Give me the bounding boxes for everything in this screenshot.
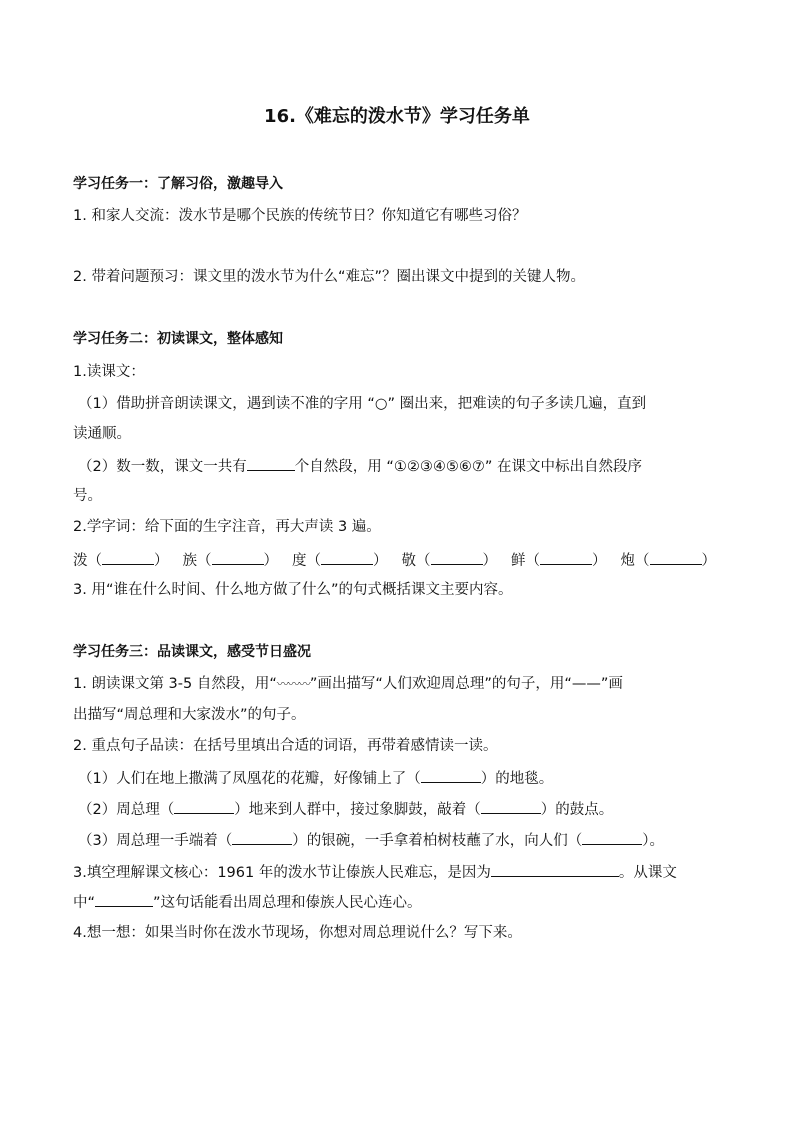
pinyin-blank-4[interactable] <box>431 548 483 565</box>
task2-item1-1-cont: 读通顺。 <box>73 426 131 442</box>
sentence-1-blank[interactable] <box>421 766 481 783</box>
task2-item1-2-post: 个自然段，用 “①②③④⑤⑥⑦” 在课文中标出自然段序 <box>294 459 642 475</box>
sentence-3-blank-2[interactable] <box>582 828 642 845</box>
pinyin-blank-5[interactable] <box>540 548 592 565</box>
char-5: 鲜 <box>511 553 526 569</box>
task3-item2: 2. 重点句子品读：在括号里填出合适的词语，再带着感情读一读。 <box>73 738 498 754</box>
task2-item1-2 <box>78 454 728 478</box>
pinyin-blank-1[interactable] <box>102 548 154 565</box>
sentence-2-blank-1[interactable] <box>174 797 234 814</box>
char-4: 敬 <box>401 553 416 569</box>
task2-item1-2-cont: 号。 <box>73 488 102 504</box>
pinyin-blank-3[interactable] <box>321 548 373 565</box>
task2-heading: 学习任务二：初读课文，整体感知 <box>73 331 283 347</box>
task2-item2: 2.学字词：给下面的生字注音，再大声读 3 遍。 <box>73 519 381 535</box>
task3-item3: 3.填空理解课文核心：1961 年的泼水节让傣族人民难忘，是因为 。从课文 <box>73 860 723 884</box>
char-1: 泼 <box>73 553 88 569</box>
sentence-1: （1）人们在地上撒满了凤凰花的花瓣，好像铺上了（ ）的地毯。 <box>78 766 728 790</box>
char-6: 炮 <box>620 553 635 569</box>
task2-item1-1: （1）借助拼音朗读课文，遇到读不准的字用 “○” 圈出来，把难读的句子多读几遍，直到 <box>78 396 647 412</box>
sentence-2: （2）周总理（ ）地来到人群中，接过象脚鼓，敲着（ ）的鼓点。 <box>78 797 728 821</box>
task2-item1-2-pre: （2）数一数，课文一共有 <box>78 459 247 475</box>
char-3: 度 <box>292 553 307 569</box>
task1-heading: 学习任务一：了解习俗，激趣导入 <box>73 176 283 192</box>
task2-item1: 1.读课文： <box>73 364 145 380</box>
sentence-2-blank-2[interactable] <box>481 797 541 814</box>
task3-heading: 学习任务三：品读课文，感受节日盛况 <box>73 644 311 660</box>
pinyin-blank-2[interactable] <box>212 548 264 565</box>
task1-item1: 1. 和家人交流：泼水节是哪个民族的传统节日？你知道它有哪些习俗？ <box>73 208 527 224</box>
paragraph-count-blank[interactable] <box>247 454 295 471</box>
task3-item1: 1. 朗读课文第 3-5 自然段，用“〰〰〰”画出描写“人们欢迎周总理”的句子，用“——”画 <box>73 676 623 692</box>
quote-blank[interactable] <box>95 890 153 907</box>
task3-item4: 4.想一想：如果当时你在泼水节现场，你想对周总理说什么？写下来。 <box>73 925 522 941</box>
char-2: 族 <box>182 553 197 569</box>
reason-blank[interactable] <box>491 860 619 877</box>
sentence-3: （3）周总理一手端着（ ）的银碗，一手拿着柏树枝蘸了水，向人们（ ）。 <box>78 828 728 852</box>
sentence-3-blank-1[interactable] <box>232 828 292 845</box>
page-title: 16.《难忘的泼水节》学习任务单 <box>264 106 530 127</box>
task3-item1-cont: 出描写“周总理和大家泼水”的句子。 <box>73 707 306 723</box>
task1-item2: 2. 带着问题预习：课文里的泼水节为什么“难忘”？圈出课文中提到的关键人物。 <box>73 269 585 285</box>
task3-item3-cont: 中“ ”这句话能看出周总理和傣族人民心连心。 <box>73 890 723 914</box>
task2-item3: 3. 用“谁在什么时间、什么地方做了什么”的句式概括课文主要内容。 <box>73 582 513 598</box>
pinyin-row: 泼（ ） 族（ ） 度（ ） 敬（ ） 鲜（ ） 炮（ ） <box>73 548 723 572</box>
wavy-line-symbol: 〰〰〰 <box>276 677 310 691</box>
pinyin-blank-6[interactable] <box>650 548 702 565</box>
